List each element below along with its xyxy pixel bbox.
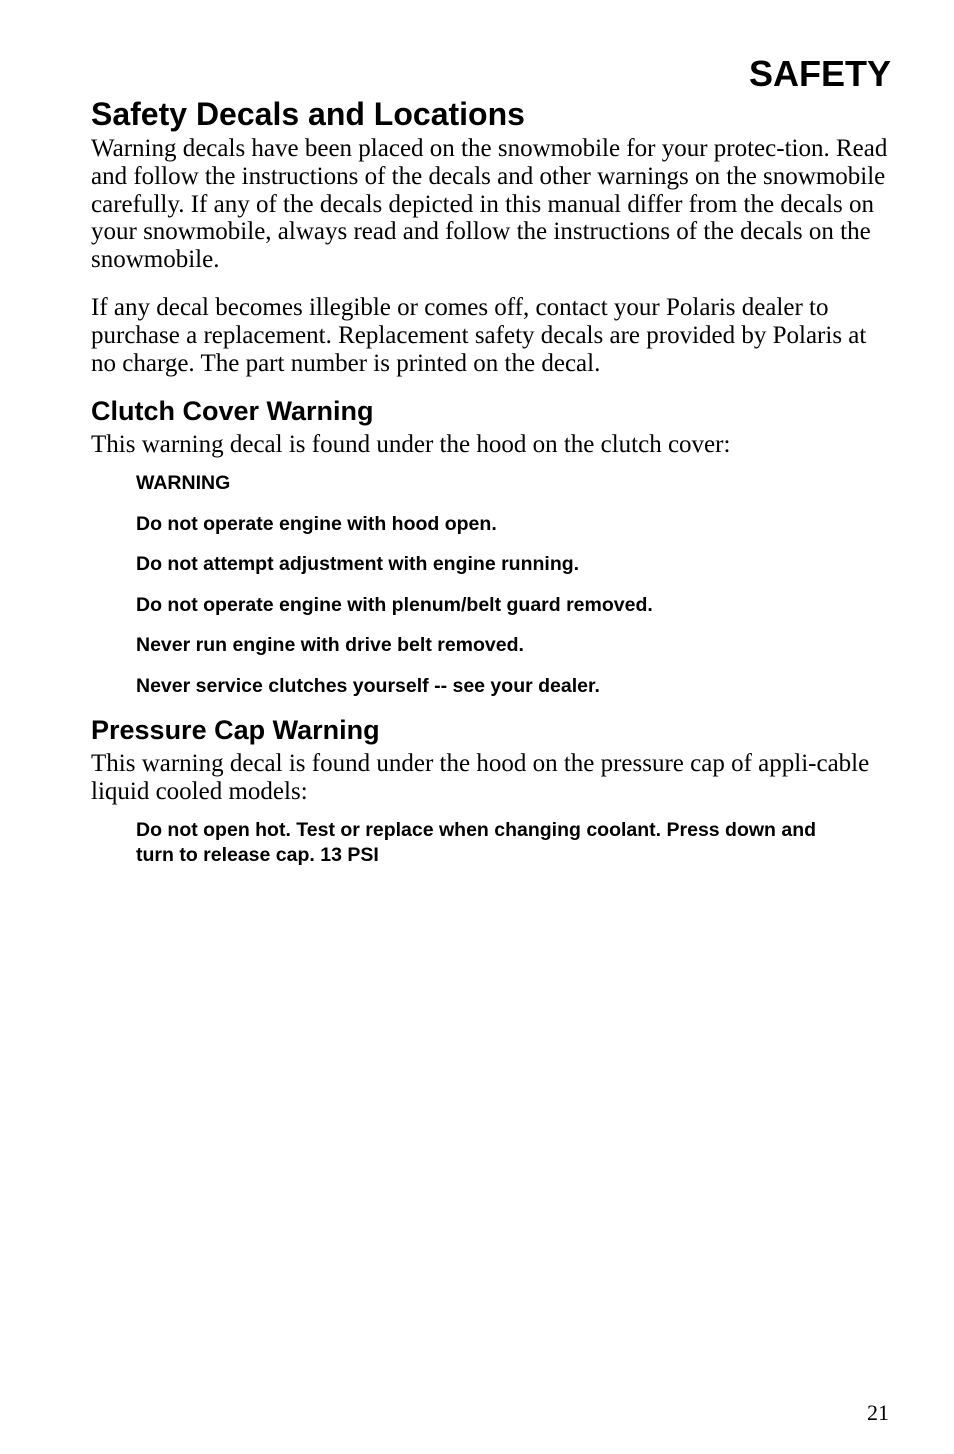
pressure-cap-intro: This warning decal is found under the hood on the pressure cap of appli-cable liquid cooled models: [91,750,870,805]
section-heading: Safety Decals and Locations [91,96,525,132]
clutch-cover-intro: This warning decal is found under the hood on the clutch cover: [91,431,731,459]
clutch-cover-decal-text [136,471,891,698]
decal-line: Do not operate engine with hood open. [136,512,497,535]
decal-line: Do not attempt adjustment with engine running. [136,553,580,576]
decal-line: Do not operate engine with plenum/belt guard removed. [136,593,653,616]
manual-page [91,0,891,1454]
clutch-cover-heading: Clutch Cover Warning [91,396,374,427]
pressure-cap-heading: Pressure Cap Warning [91,715,380,746]
intro-paragraph-replacement: If any decal becomes illegible or comes off, contact your Polaris dealer to purchase a replacement. Replacement safety decals are provided by Polaris at no charge. The part number is printed on the decal. [91,293,867,377]
intro-paragraph-decals: Warning decals have been placed on the snowmobile for your protec-tion. Read and follow the instructions of the decals and other warnings on the snowmobile carefully. If any of the decals depicted in this manual differ from the decals on your snowmobile, always read and follow the instructions of the decals on the snowmobile. [91,135,888,274]
pressure-cap-decal-text: Do not open hot. Test or replace when changing coolant. Press down and turn to release cap. 13 PSI [136,818,817,866]
decal-line: Never service clutches yourself -- see your dealer. [136,674,600,697]
running-head-section-title: SAFETY [748,53,891,94]
decal-warning-label: WARNING [136,472,231,495]
decal-line: Never run engine with drive belt removed. [136,634,524,657]
page-number: 21 [867,1400,889,1425]
page-content [91,95,891,868]
